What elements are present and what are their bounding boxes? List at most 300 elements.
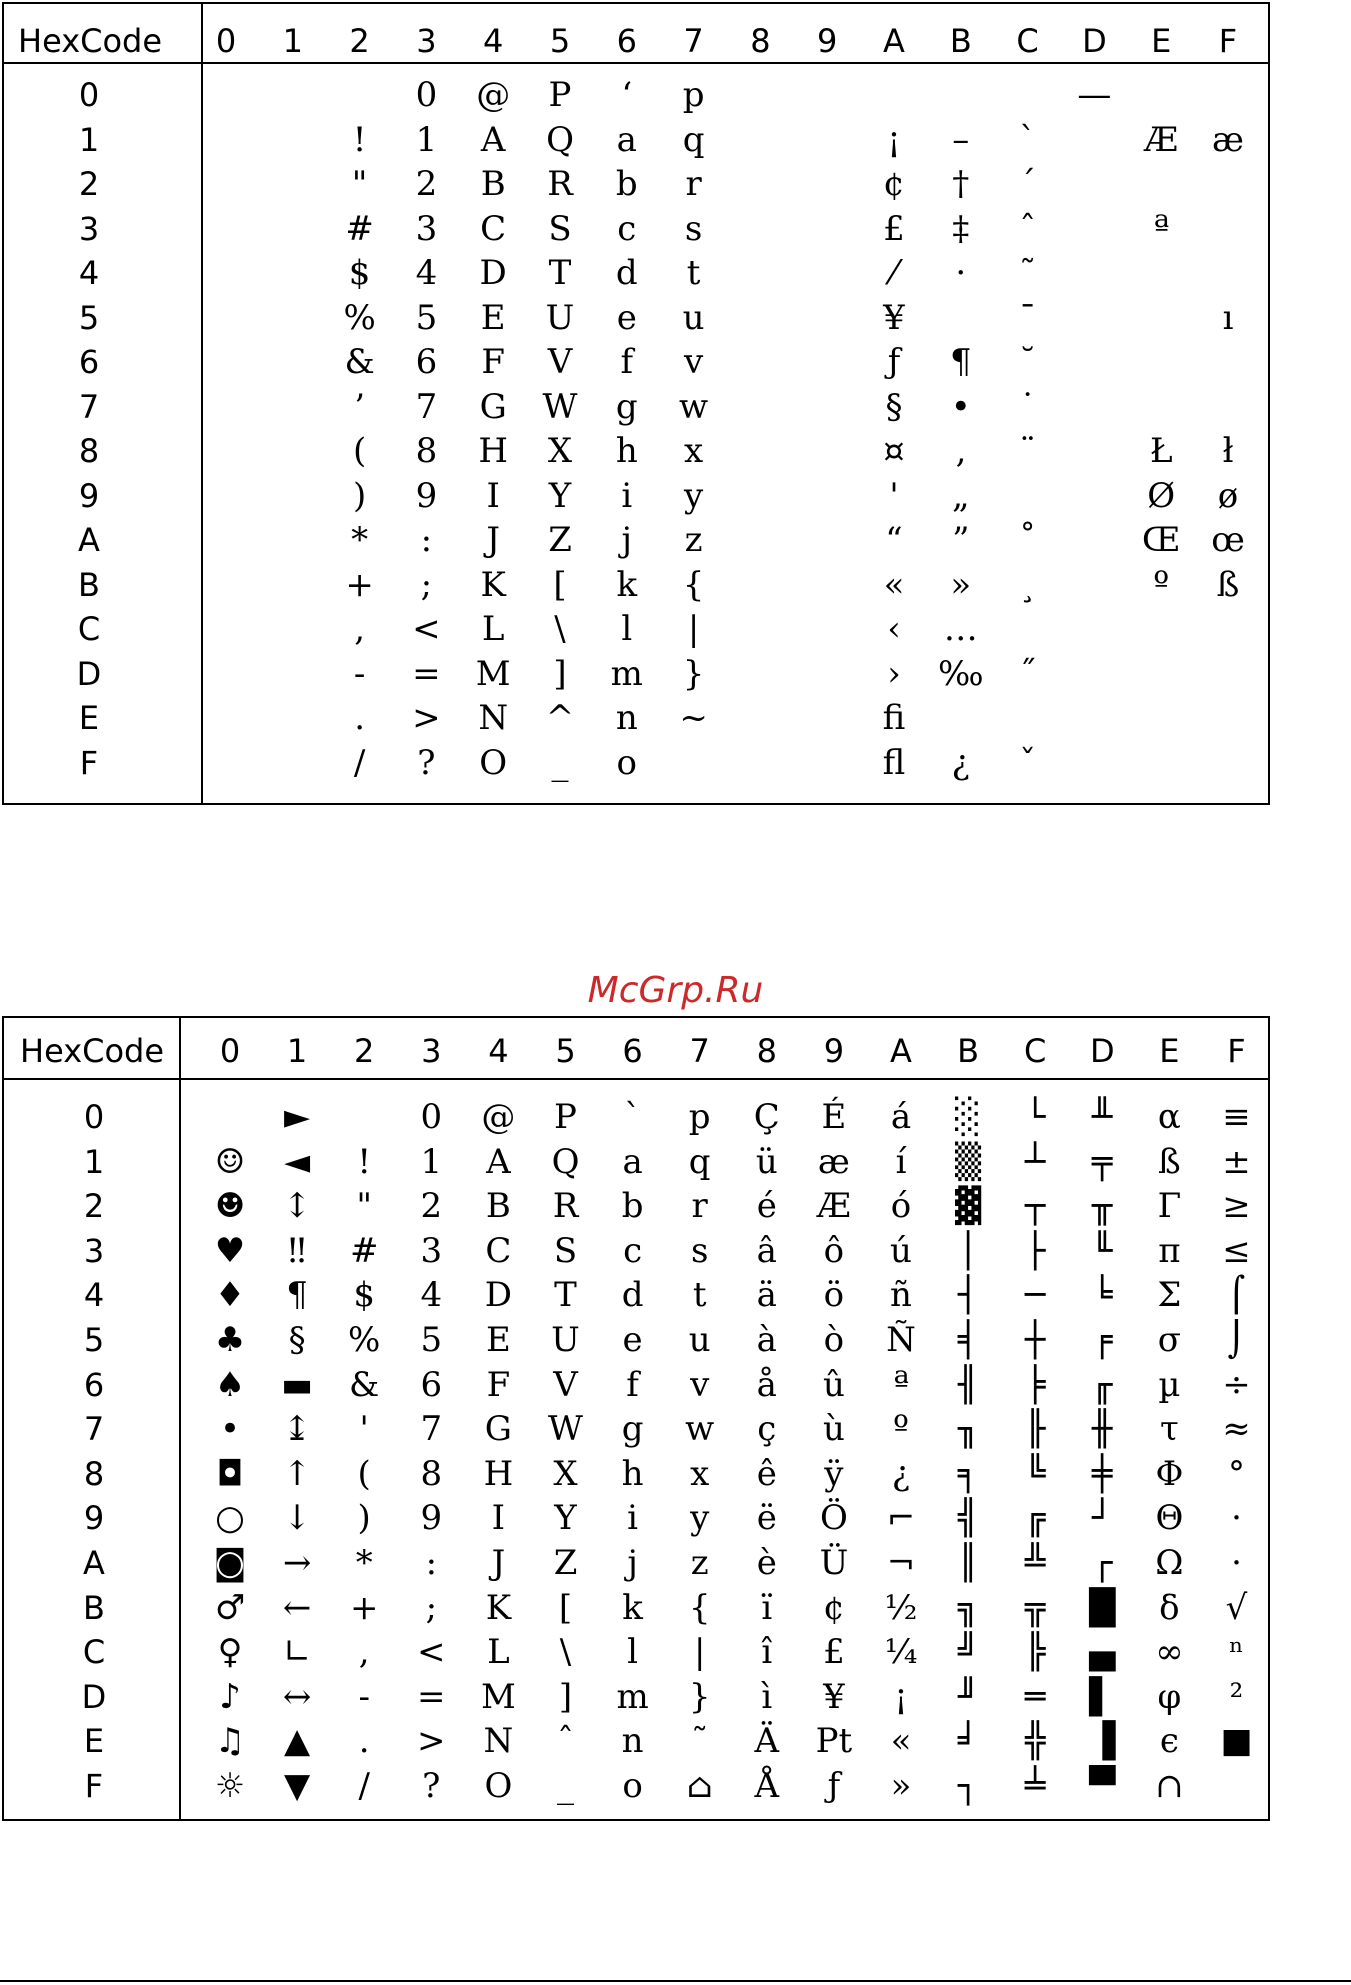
column-header-3: 3 xyxy=(416,22,437,60)
char-cell-6B: ╢ xyxy=(957,1364,979,1405)
char-cell-C4: L xyxy=(481,609,505,649)
column-header-A: A xyxy=(890,1032,912,1070)
char-cell-7B: • xyxy=(950,386,971,427)
char-cell-73: 7 xyxy=(420,1409,443,1450)
char-cell-09: É xyxy=(821,1097,847,1137)
char-cell-17: q xyxy=(682,119,705,160)
char-cell-7C: ˙ xyxy=(1019,386,1037,427)
char-cell-51: § xyxy=(288,1320,306,1360)
char-cell-53: 5 xyxy=(420,1320,443,1360)
char-cell-9D: ┘ xyxy=(1092,1498,1113,1539)
char-cell-1B: ▒ xyxy=(955,1141,982,1182)
char-cell-F4: O xyxy=(479,742,508,783)
char-cell-BD: █ xyxy=(1089,1587,1116,1628)
char-cell-EA: ﬁ xyxy=(882,698,906,738)
char-cell-0D: — xyxy=(1077,75,1112,115)
char-cell-22: " xyxy=(356,1186,372,1227)
char-cell-16: a xyxy=(622,1141,643,1182)
row-header-9: 9 xyxy=(78,476,100,515)
char-cell-98: ë xyxy=(756,1498,777,1539)
char-cell-8B: ╕ xyxy=(957,1453,979,1494)
column-header-1: 1 xyxy=(282,22,303,60)
char-cell-F9: ƒ xyxy=(827,1766,841,1806)
char-cell-38: â xyxy=(756,1230,777,1271)
char-cell-EF: ■ xyxy=(1220,1721,1253,1762)
char-cell-4B: · xyxy=(955,253,967,293)
char-cell-A2: * xyxy=(351,520,369,560)
char-cell-27: r xyxy=(691,1186,708,1227)
char-cell-B8: ï xyxy=(761,1587,773,1628)
char-cell-E6: n xyxy=(621,1721,644,1762)
char-cell-49: ö xyxy=(823,1275,845,1316)
column-header-4: 4 xyxy=(488,1032,509,1070)
char-cell-4C: ─ xyxy=(1024,1275,1046,1316)
char-cell-39: ô xyxy=(823,1230,845,1271)
character-table-2 xyxy=(2,1016,1270,1821)
char-cell-BB: » xyxy=(950,564,972,605)
char-cell-69: û xyxy=(822,1364,845,1405)
char-cell-C6: l xyxy=(627,1632,639,1673)
char-cell-8E: Φ xyxy=(1155,1453,1184,1494)
char-cell-F8: Å xyxy=(754,1766,780,1806)
char-cell-DE: φ xyxy=(1157,1676,1182,1717)
row-header-5: 5 xyxy=(78,298,100,337)
char-cell-20: ☻ xyxy=(214,1186,246,1227)
char-cell-B3: ; xyxy=(420,564,433,605)
char-cell-0F: ≡ xyxy=(1222,1097,1251,1137)
char-cell-FA: » xyxy=(890,1766,912,1806)
row-header-6: 6 xyxy=(78,343,100,381)
char-cell-FB: ┐ xyxy=(957,1766,979,1806)
char-cell-5E: σ xyxy=(1157,1320,1181,1360)
char-cell-E2: . xyxy=(358,1721,370,1762)
char-cell-1C: ` xyxy=(1019,119,1037,160)
char-cell-4C: ˜ xyxy=(1019,253,1037,293)
char-cell-A5: Z xyxy=(553,1543,578,1583)
char-cell-2A: ¢ xyxy=(883,164,905,204)
char-cell-7B: ╖ xyxy=(957,1409,979,1450)
char-cell-57: u xyxy=(688,1320,711,1360)
char-cell-B5: [ xyxy=(558,1587,573,1628)
column-header-C: C xyxy=(1016,22,1039,60)
char-cell-03: 0 xyxy=(415,75,438,115)
char-cell-B6: k xyxy=(616,564,638,605)
column-header-0: 0 xyxy=(219,1032,241,1070)
char-cell-A7: z xyxy=(690,1543,709,1583)
char-cell-04: @ xyxy=(481,1097,516,1137)
char-cell-45: T xyxy=(548,253,572,293)
row-header-A: A xyxy=(83,1544,105,1582)
char-cell-F6: o xyxy=(616,742,638,783)
char-cell-42: $ xyxy=(348,253,371,293)
char-cell-E4: N xyxy=(478,698,509,738)
char-cell-BF: ß xyxy=(1216,564,1240,605)
char-cell-BC: ╦ xyxy=(1024,1587,1046,1628)
char-cell-8A: ¿ xyxy=(891,1453,911,1494)
char-cell-DB: ‰ xyxy=(937,653,984,694)
char-cell-46: d xyxy=(621,1275,644,1316)
char-cell-8D: ╪ xyxy=(1092,1453,1113,1494)
column-header-C: C xyxy=(1024,1032,1047,1070)
char-cell-22: " xyxy=(351,164,368,204)
char-cell-3E: π xyxy=(1158,1230,1181,1271)
char-cell-5A: Ñ xyxy=(886,1320,916,1360)
char-cell-FC: ˇ xyxy=(1019,742,1037,783)
char-cell-C1: ∟ xyxy=(282,1632,312,1673)
char-cell-1F: ± xyxy=(1222,1141,1251,1182)
char-cell-35: S xyxy=(548,208,572,249)
char-cell-E4: N xyxy=(483,1721,514,1762)
column-header-1: 1 xyxy=(286,1032,308,1070)
char-cell-B7: { xyxy=(682,564,705,605)
char-cell-88: ê xyxy=(756,1453,777,1494)
char-cell-23: 2 xyxy=(415,164,438,204)
hexcode-header: HexCode xyxy=(20,1032,165,1070)
row-header-7: 7 xyxy=(78,387,100,426)
char-cell-9E: Ø xyxy=(1147,475,1176,516)
char-cell-73: 7 xyxy=(415,386,438,427)
char-cell-9B: „ xyxy=(951,475,970,516)
char-cell-06: ‘ xyxy=(621,75,633,115)
char-cell-7D: ╫ xyxy=(1092,1409,1113,1450)
char-cell-2F: ≥ xyxy=(1222,1186,1251,1227)
char-cell-BE: º xyxy=(1153,564,1170,605)
char-cell-AC: ╩ xyxy=(1024,1543,1046,1583)
char-cell-52: % xyxy=(348,1320,381,1360)
char-cell-CC: ╠ xyxy=(1024,1632,1046,1673)
char-cell-8C: ¨ xyxy=(1019,431,1037,471)
char-cell-F6: o xyxy=(622,1766,643,1806)
char-cell-4A: ⁄ xyxy=(891,253,897,293)
char-cell-55: U xyxy=(551,1320,580,1360)
row-header-0: 0 xyxy=(83,1098,105,1136)
char-cell-BA: « xyxy=(883,564,905,605)
char-cell-D4: M xyxy=(480,1676,516,1717)
row-header-0: 0 xyxy=(78,76,100,114)
char-cell-1C: ┴ xyxy=(1024,1141,1046,1182)
char-cell-78: ç xyxy=(757,1409,777,1450)
char-cell-D0: ♪ xyxy=(219,1676,241,1717)
char-cell-2B: ▓ xyxy=(955,1186,982,1227)
char-cell-3E: ª xyxy=(1153,208,1170,249)
row-header-8: 8 xyxy=(83,1454,105,1493)
char-cell-14: A xyxy=(486,1141,511,1182)
char-cell-EA: « xyxy=(890,1721,912,1762)
char-cell-91: ↓ xyxy=(282,1498,312,1539)
row-header-E: E xyxy=(83,1722,105,1761)
char-cell-C8: î xyxy=(761,1632,773,1673)
column-header-8: 8 xyxy=(756,1032,777,1070)
char-cell-15: Q xyxy=(546,119,574,160)
char-cell-83: 8 xyxy=(420,1453,443,1494)
char-cell-41: ¶ xyxy=(286,1275,308,1316)
char-cell-83: 8 xyxy=(415,431,438,471)
char-cell-8E: Ł xyxy=(1149,431,1173,471)
char-cell-33: 3 xyxy=(420,1230,443,1271)
char-cell-6B: ¶ xyxy=(949,342,972,382)
char-cell-BF: √ xyxy=(1225,1587,1248,1628)
char-cell-43: 4 xyxy=(420,1275,443,1316)
char-cell-86: h xyxy=(621,1453,644,1494)
char-cell-E2: . xyxy=(354,698,365,738)
char-cell-63: 6 xyxy=(415,342,438,382)
char-cell-2A: ó xyxy=(890,1186,912,1227)
char-cell-5F: ı xyxy=(1222,297,1234,338)
row-header-A: A xyxy=(78,521,100,559)
char-cell-E5: ^ xyxy=(545,698,575,738)
char-cell-24: B xyxy=(485,1186,511,1227)
char-cell-E7: ~ xyxy=(679,698,708,738)
char-cell-9F: ø xyxy=(1217,475,1239,516)
column-header-6: 6 xyxy=(622,1032,643,1070)
char-cell-64: F xyxy=(481,342,505,382)
char-cell-86: h xyxy=(615,431,638,471)
column-header-D: D xyxy=(1082,22,1107,60)
char-cell-6C: ˘ xyxy=(1019,342,1037,382)
char-cell-6A: ƒ xyxy=(887,342,901,382)
char-cell-34: C xyxy=(480,208,507,249)
char-cell-8F: ° xyxy=(1228,1453,1245,1494)
column-header-7: 7 xyxy=(689,1032,710,1070)
char-cell-3B: │ xyxy=(957,1230,979,1271)
char-cell-55: U xyxy=(545,297,575,338)
char-cell-EC: ╬ xyxy=(1024,1721,1046,1762)
char-cell-AB: ” xyxy=(952,520,970,560)
char-cell-5C: ¯ xyxy=(1019,297,1037,338)
char-cell-93: 9 xyxy=(415,475,438,516)
char-cell-9E: Θ xyxy=(1155,1498,1184,1539)
char-cell-B5: [ xyxy=(553,564,567,605)
char-cell-56: e xyxy=(616,297,637,338)
char-cell-B3: ; xyxy=(425,1587,438,1628)
column-header-9: 9 xyxy=(823,1032,845,1070)
char-cell-50: ♣ xyxy=(214,1320,246,1360)
char-cell-2D: ╥ xyxy=(1092,1186,1113,1227)
char-cell-C4: L xyxy=(487,1632,510,1673)
char-cell-85: X xyxy=(553,1453,578,1494)
character-table-1 xyxy=(2,2,1270,805)
column-header-4: 4 xyxy=(483,22,504,60)
char-cell-0D: ╨ xyxy=(1092,1097,1113,1137)
row-header-2: 2 xyxy=(78,165,100,203)
char-cell-60: ♠ xyxy=(214,1364,246,1405)
char-cell-A0: ◙ xyxy=(213,1543,247,1583)
char-cell-9C: ╔ xyxy=(1024,1498,1046,1539)
char-cell-37: s xyxy=(690,1230,709,1271)
char-cell-18: ü xyxy=(755,1141,778,1182)
column-header-8: 8 xyxy=(750,22,771,60)
char-cell-F2: / xyxy=(358,1766,370,1806)
char-cell-82: ( xyxy=(357,1453,371,1494)
char-cell-99: Ö xyxy=(819,1498,848,1539)
char-cell-33: 3 xyxy=(415,208,438,249)
char-cell-E3: > xyxy=(412,698,441,738)
char-cell-05: P xyxy=(554,1097,577,1137)
column-header-E: E xyxy=(1151,22,1172,60)
char-cell-67: v xyxy=(683,342,704,382)
char-cell-0A: á xyxy=(890,1097,912,1137)
char-cell-C2: , xyxy=(354,609,365,649)
char-cell-DA: › xyxy=(887,653,901,694)
char-cell-AE: Ω xyxy=(1155,1543,1184,1583)
row-header-F: F xyxy=(79,743,99,782)
row-header-F: F xyxy=(84,1767,104,1805)
char-cell-C5: \ xyxy=(559,1632,572,1673)
char-cell-1F: æ xyxy=(1212,119,1244,160)
char-cell-46: d xyxy=(615,253,638,293)
char-cell-97: y xyxy=(690,1498,710,1539)
char-cell-3C: ├ xyxy=(1024,1230,1046,1271)
char-cell-62: & xyxy=(344,342,375,382)
char-cell-75: W xyxy=(548,1409,583,1450)
row-header-2: 2 xyxy=(83,1187,105,1226)
char-cell-2C: ┬ xyxy=(1024,1186,1046,1227)
char-cell-5B: ╡ xyxy=(957,1320,979,1360)
char-cell-0B: ░ xyxy=(955,1097,982,1137)
char-cell-11: ◄ xyxy=(284,1141,311,1182)
char-cell-FD: ▀ xyxy=(1089,1766,1116,1806)
watermark: McGrp.Ru xyxy=(587,970,764,1011)
char-cell-70: • xyxy=(219,1409,241,1450)
row-label-divider xyxy=(179,1018,181,1819)
char-cell-C3: < xyxy=(412,609,441,649)
char-cell-F3: ? xyxy=(422,1766,441,1806)
char-cell-45: T xyxy=(554,1275,577,1316)
row-header-E: E xyxy=(78,699,100,737)
char-cell-24: B xyxy=(480,164,506,204)
row-header-6: 6 xyxy=(83,1365,105,1404)
char-cell-7A: º xyxy=(893,1409,909,1450)
char-cell-94: I xyxy=(491,1498,506,1539)
char-cell-AB: ║ xyxy=(957,1543,979,1583)
char-cell-26: b xyxy=(621,1186,644,1227)
char-cell-C7: | xyxy=(693,1632,706,1673)
char-cell-D5: ] xyxy=(558,1676,573,1717)
column-header-F: F xyxy=(1218,22,1238,60)
char-cell-CD: ▄ xyxy=(1089,1632,1116,1673)
char-cell-92: ) xyxy=(357,1498,371,1539)
char-cell-65: V xyxy=(547,342,573,382)
char-cell-9A: ⌐ xyxy=(886,1498,916,1539)
char-cell-1A: ¡ xyxy=(887,119,901,160)
char-cell-16: a xyxy=(616,119,637,160)
char-cell-C5: \ xyxy=(554,609,566,649)
char-cell-F0: ☼ xyxy=(214,1766,246,1806)
char-cell-B6: k xyxy=(622,1587,643,1628)
char-cell-66: f xyxy=(620,342,634,382)
char-cell-15: Q xyxy=(551,1141,580,1182)
column-header-7: 7 xyxy=(683,22,704,60)
page-bottom-rule xyxy=(0,1980,1351,1982)
char-cell-3D: ╙ xyxy=(1092,1230,1113,1271)
row-header-C: C xyxy=(77,610,101,648)
char-cell-47: t xyxy=(686,253,701,293)
char-cell-62: & xyxy=(349,1364,380,1405)
char-cell-A2: * xyxy=(355,1543,373,1583)
char-cell-EB: ╛ xyxy=(957,1721,979,1762)
char-cell-12: ! xyxy=(357,1141,372,1182)
char-cell-B2: + xyxy=(345,564,374,605)
char-cell-32: # xyxy=(345,208,374,249)
column-header-B: B xyxy=(957,1032,980,1070)
row-header-7: 7 xyxy=(83,1410,105,1449)
char-cell-42: $ xyxy=(353,1275,375,1316)
char-cell-BA: ½ xyxy=(884,1587,918,1628)
char-cell-48: ä xyxy=(756,1275,777,1316)
char-cell-D9: ¥ xyxy=(823,1676,845,1717)
char-cell-40: ♦ xyxy=(214,1275,246,1316)
column-header-E: E xyxy=(1159,1032,1180,1070)
char-cell-87: x xyxy=(690,1453,710,1494)
char-cell-E1: ▲ xyxy=(284,1721,311,1762)
column-header-A: A xyxy=(883,22,905,60)
char-cell-D4: M xyxy=(475,653,511,694)
char-cell-58: à xyxy=(756,1320,777,1360)
header-divider xyxy=(4,62,1268,64)
char-cell-53: 5 xyxy=(415,297,438,338)
char-cell-8A: ¤ xyxy=(883,431,905,471)
char-cell-D3: = xyxy=(412,653,441,694)
char-cell-AA: “ xyxy=(885,520,903,560)
char-cell-D3: = xyxy=(417,1676,446,1717)
char-cell-14: A xyxy=(480,119,506,160)
column-header-9: 9 xyxy=(817,22,838,60)
char-cell-26: b xyxy=(615,164,638,204)
row-header-3: 3 xyxy=(78,209,100,248)
char-cell-35: S xyxy=(553,1230,578,1271)
char-cell-96: i xyxy=(627,1498,639,1539)
char-cell-93: 9 xyxy=(420,1498,443,1539)
char-cell-A4: J xyxy=(491,1543,506,1583)
char-cell-C6: l xyxy=(621,609,633,649)
char-cell-AD: ┌ xyxy=(1092,1543,1113,1583)
char-cell-D1: ↔ xyxy=(282,1676,312,1717)
row-header-1: 1 xyxy=(78,120,100,159)
char-cell-4A: ñ xyxy=(890,1275,912,1316)
char-cell-3A: ú xyxy=(890,1230,912,1271)
char-cell-2E: Γ xyxy=(1157,1186,1182,1227)
char-cell-F7: ⌂ xyxy=(686,1766,713,1806)
char-cell-E0: ♫ xyxy=(214,1721,246,1762)
char-cell-ED: ▐ xyxy=(1089,1721,1116,1762)
char-cell-71: ↨ xyxy=(282,1409,312,1450)
char-cell-47: t xyxy=(692,1275,707,1316)
char-cell-44: D xyxy=(484,1275,513,1316)
char-cell-94: I xyxy=(486,475,500,516)
char-cell-D5: ] xyxy=(553,653,567,694)
char-cell-05: P xyxy=(548,75,572,115)
char-cell-7F: ≈ xyxy=(1222,1409,1251,1450)
char-cell-0C: └ xyxy=(1024,1097,1046,1137)
char-cell-CF: ⁿ xyxy=(1229,1632,1244,1673)
char-cell-BC: ¸ xyxy=(1019,564,1037,605)
char-cell-30: ♥ xyxy=(214,1230,246,1271)
char-cell-80: ◘ xyxy=(216,1453,244,1494)
char-cell-6D: ╓ xyxy=(1092,1364,1113,1405)
char-cell-76: g xyxy=(615,386,638,427)
char-cell-4D: ╘ xyxy=(1092,1275,1113,1316)
char-cell-3C: ˆ xyxy=(1019,208,1037,249)
char-cell-23: 2 xyxy=(420,1186,443,1227)
char-cell-90: ○ xyxy=(215,1498,245,1539)
char-cell-A3: : xyxy=(425,1543,438,1583)
char-cell-F5: _ xyxy=(557,1766,574,1806)
char-cell-A5: Z xyxy=(548,520,572,560)
char-cell-C0: ♀ xyxy=(217,1632,243,1673)
row-header-B: B xyxy=(78,565,100,604)
char-cell-A9: Ü xyxy=(819,1543,849,1583)
column-header-5: 5 xyxy=(555,1032,576,1070)
